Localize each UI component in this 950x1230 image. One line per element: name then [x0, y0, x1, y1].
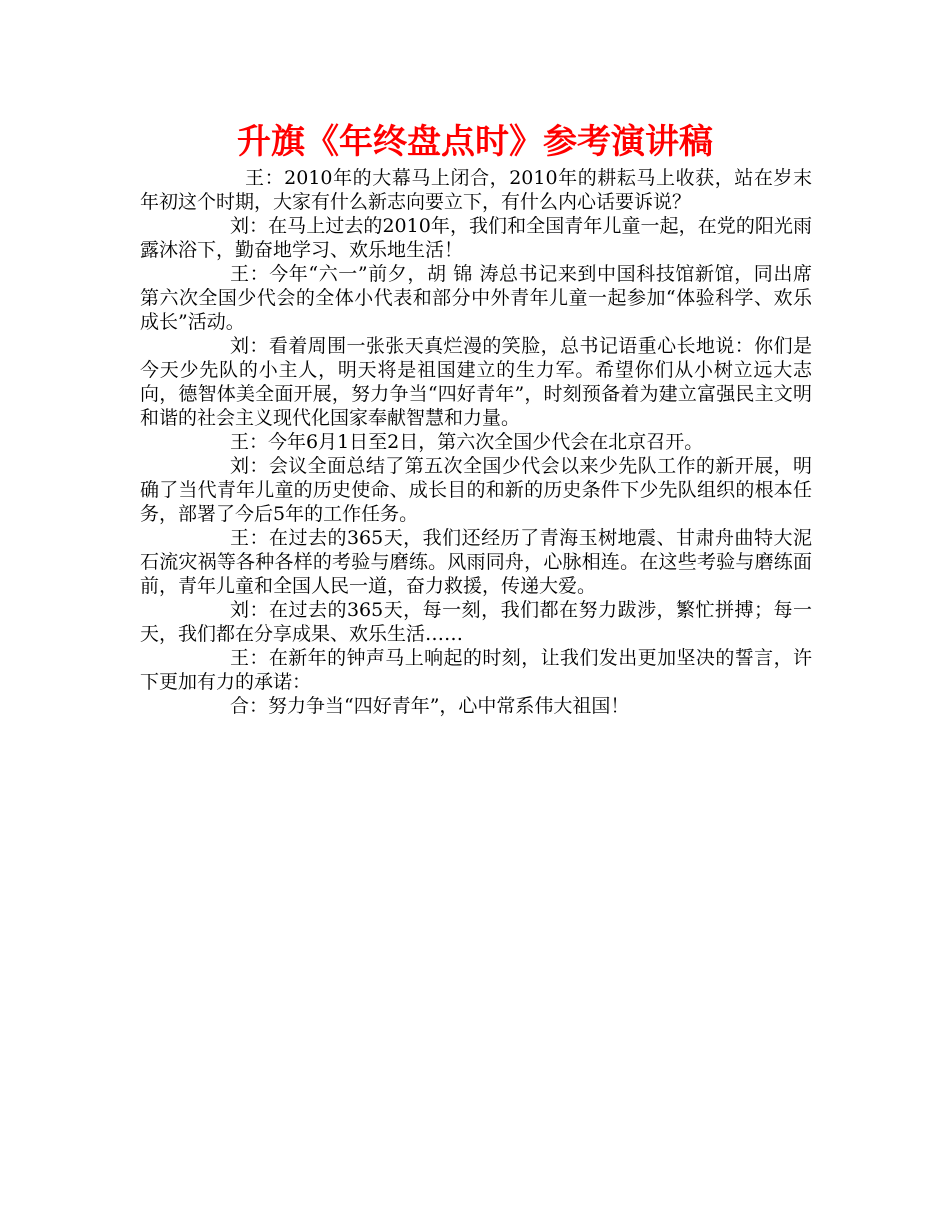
paragraph-5: 王：今年6月1日至2日，第六次全国少代会在北京召开。 [230, 431, 704, 453]
paragraph-8: 刘：在过去的365天，每一刻，我们都在努力跋涉，繁忙拼搏；每一天，我们都在分享成果、欢乐生活…… [140, 599, 812, 645]
paragraph-10: 合：努力争当“四好青年”，心中常系伟大祖国！ [230, 695, 630, 717]
paragraph-1: 王：2010年的大幕马上闭合，2010年的耕耘马上收获，站在岁末年初这个时期，大家有什么新志向要立下，有什么内心话要诉说？ [140, 167, 812, 213]
paragraph-4: 刘：看着周围一张张天真烂漫的笑脸，总书记语重心长地说：你们是今天少先队的小主人，明天将是祖国建立的生力军。希望你们从小树立远大志向，德智体美全面开展，努力争当“四好青年”，时刻预备着为建立富强民主文明和谐的社会主义现代化国家奉献智慧和力量。 [140, 335, 812, 429]
paragraph-6: 刘：会议全面总结了第五次全国少代会以来少先队工作的新开展，明确了当代青年儿童的历史使命、成长目的和新的历史条件下少先队组织的根本任务，部署了今后5年的工作任务。 [140, 455, 812, 525]
document-body [140, 166, 812, 718]
paragraph-3: 王：今年“六一”前夕，胡 锦 涛总书记来到中国科技馆新馆，同出席第六次全国少代会的全体小代表和部分中外青年儿童一起参加“体验科学、欢乐成长”活动。 [140, 263, 812, 333]
paragraph-9: 王：在新年的钟声马上响起的时刻，让我们发出更加坚决的誓言，许下更加有力的承诺： [140, 647, 812, 693]
paragraph-7: 王：在过去的365天，我们还经历了青海玉树地震、甘肃舟曲特大泥石流灾祸等各种各样的考验与磨练。风雨同舟，心脉相连。在这些考验与磨练面前，青年儿童和全国人民一道，奋力救援，传递大爱。 [140, 527, 812, 597]
paragraph-2: 刘：在马上过去的2010年，我们和全国青年儿童一起，在党的阳光雨露沐浴下，勤奋地学习、欢乐地生活！ [140, 215, 812, 261]
document-title: 升旗《年终盘点时》参考演讲稿 [237, 122, 713, 162]
